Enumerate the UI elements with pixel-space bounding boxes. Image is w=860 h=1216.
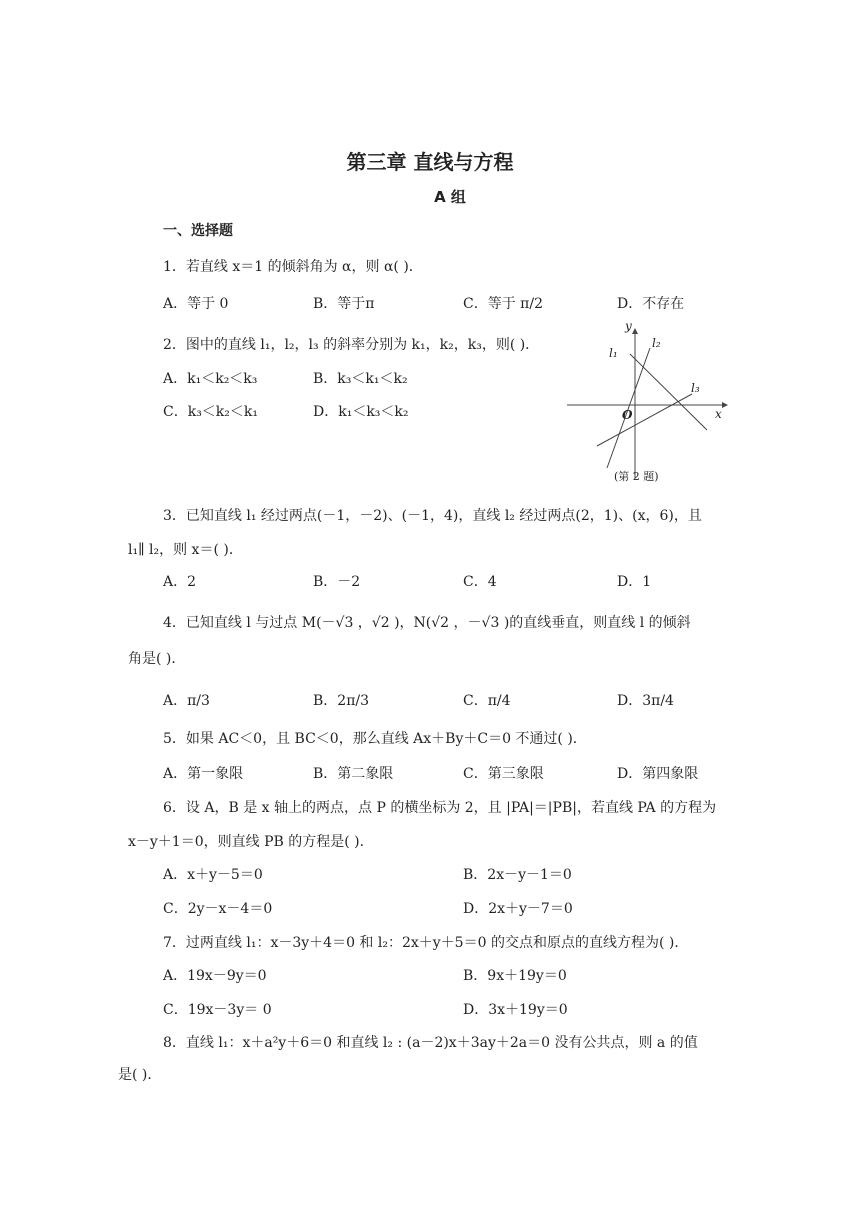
q5-option-c: C．第三象限 <box>463 766 544 782</box>
q5-option-b: B．第二象限 <box>313 766 394 782</box>
question-8-stem-line1: 8．直线 l₁：x＋a²y＋6＝0 和直线 l₂ : (a－2)x＋3ay＋2a＝0 没有公共点，则 a 的值 <box>163 1035 698 1051</box>
question-7-stem: 7．过两直线 l₁：x－3y＋4＝0 和 l₂：2x＋y＋5＝0 的交点和原点的直线方程为( )． <box>163 935 689 951</box>
question-6-stem-line1: 6．设 A，B 是 x 轴上的两点，点 P 的横坐标为 2，且 |PA|＝|PB|，若直线 PA 的方程为 <box>163 800 717 816</box>
question-2-figure <box>562 318 732 488</box>
q3-option-a: A．2 <box>163 574 197 590</box>
question-8-stem-line2: 是( )． <box>118 1067 162 1083</box>
q2-option-c: C．k₃＜k₂＜k₁ <box>163 404 258 420</box>
q6-option-c: C．2y－x－4＝0 <box>163 901 273 917</box>
figure-caption: (第 2 题) <box>614 470 659 483</box>
q3-option-c: C．4 <box>463 574 497 590</box>
q7-option-a: A．19x－9y＝0 <box>163 968 267 984</box>
l3-label: l₃ <box>691 381 700 395</box>
section-heading: 一、选择题 <box>163 223 233 239</box>
q4-option-b: B．2π/3 <box>313 693 370 709</box>
x-axis-label: x <box>715 407 722 421</box>
x-axis-arrow-icon <box>722 402 728 408</box>
question-4-stem-line1: 4．已知直线 l 与过点 M(－√3 ，√2 )，N(√2 ，－√3 )的直线垂直，则直线 l 的倾斜 <box>163 615 691 631</box>
q7-option-b: B．9x＋19y＝0 <box>463 968 567 984</box>
question-3-stem-line1: 3．已知直线 l₁ 经过两点(－1，－2)、(－1，4)，直线 l₂ 经过两点(2，1)、(x，6)，且 <box>163 508 702 524</box>
q5-option-d: D．第四象限 <box>617 766 699 782</box>
q2-option-a: A．k₁＜k₂＜k₃ <box>163 371 258 387</box>
question-5-stem: 5．如果 AC＜0，且 BC＜0，那么直线 Ax＋By＋C＝0 不通过( )． <box>163 731 587 747</box>
q2-option-b: B．k₃＜k₁＜k₂ <box>313 371 408 387</box>
l1-label: l₁ <box>609 346 618 360</box>
q5-option-a: A．第一象限 <box>163 766 244 782</box>
group-heading: A 组 <box>434 188 466 206</box>
page-title: 第三章 直线与方程 <box>346 150 514 174</box>
question-3-stem-line2: l₁∥ l₂，则 x＝( )． <box>128 542 243 558</box>
l2-label: l₂ <box>652 336 661 350</box>
question-1-stem: 1．若直线 x＝1 的倾斜角为 α，则 α( )． <box>163 259 423 275</box>
q7-option-d: D．3x＋19y＝0 <box>463 1002 568 1018</box>
q6-option-a: A．x＋y－5＝0 <box>163 867 263 883</box>
q1-option-d: D．不存在 <box>617 296 685 312</box>
q3-option-d: D．1 <box>617 574 652 590</box>
q1-option-a: A．等于 0 <box>163 296 229 312</box>
question-6-stem-line2: x－y＋1＝0，则直线 PB 的方程是( )． <box>128 834 374 850</box>
origin-label: O <box>622 408 633 422</box>
q2-option-d: D．k₁＜k₃＜k₂ <box>313 404 409 420</box>
q7-option-c: C．19x－3y＝ 0 <box>163 1002 272 1018</box>
q3-option-b: B．－2 <box>313 574 361 590</box>
q6-option-b: B．2x－y－1＝0 <box>463 867 572 883</box>
y-axis-label: y <box>625 319 632 333</box>
question-4-stem-line2: 角是( )． <box>128 651 186 667</box>
q1-option-c: C．等于 π/2 <box>463 296 543 312</box>
q1-option-b: B．等于π <box>313 296 375 312</box>
q4-option-a: A．π/3 <box>163 693 210 709</box>
line-l3 <box>597 394 692 446</box>
q4-option-c: C．π/4 <box>463 693 511 709</box>
q4-option-d: D．3π/4 <box>617 693 674 709</box>
q6-option-d: D．2x＋y－7＝0 <box>463 901 573 917</box>
question-2-stem: 2．图中的直线 l₁，l₂，l₃ 的斜率分别为 k₁，k₂，k₃，则( )． <box>163 337 540 353</box>
y-axis-arrow-icon <box>632 328 638 334</box>
